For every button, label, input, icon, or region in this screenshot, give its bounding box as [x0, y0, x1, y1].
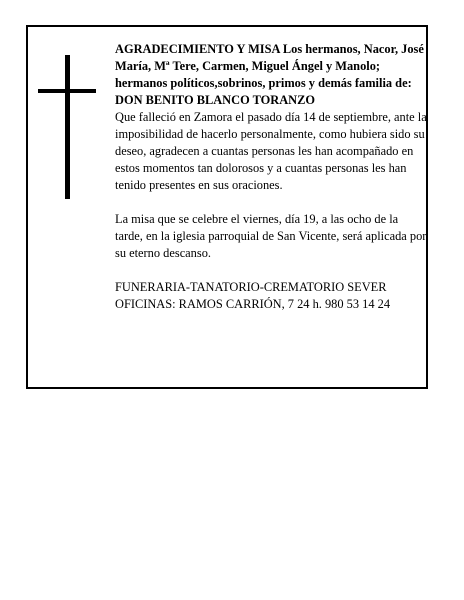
cross-horizontal-bar — [38, 89, 96, 93]
funeral-home: FUNERARIA-TANATORIO-CREMATORIO SEVER — [115, 280, 387, 294]
spacer — [115, 194, 427, 211]
mass-paragraph: La misa que se celebre el viernes, día 19, a las ocho de la tarde, en la iglesia parroquial de San Vicente, será aplicada por su eterno descanso. — [115, 212, 427, 260]
thanks-paragraph: Que falleció en Zamora el pasado día 14 de septiembre, ante la imposibilidad de hacerlo personalmente, como hubiera sido su deseo, agradecen a cuantas personas les han acompañado en estos momentos tan dolorosos y a cuantas personas les han tenido presentes en sus oraciones. — [115, 110, 427, 192]
obituary-notice — [26, 25, 428, 389]
cross-icon — [38, 55, 96, 199]
cross-vertical-bar — [65, 55, 70, 199]
deceased-name: DON BENITO BLANCO TORANZO — [115, 93, 316, 107]
notice-heading: AGRADECIMIENTO Y MISA Los hermanos, Nacor, José María, Mª Tere, Carmen, Miguel Ángel y Manolo; hermanos políticos,sobrinos, primos y demás familia de: — [115, 42, 424, 90]
offices-contact: OFICINAS: RAMOS CARRIÓN, 7 24 h. 980 53 14 24 — [115, 297, 391, 311]
notice-text — [115, 41, 427, 313]
spacer — [115, 262, 427, 279]
